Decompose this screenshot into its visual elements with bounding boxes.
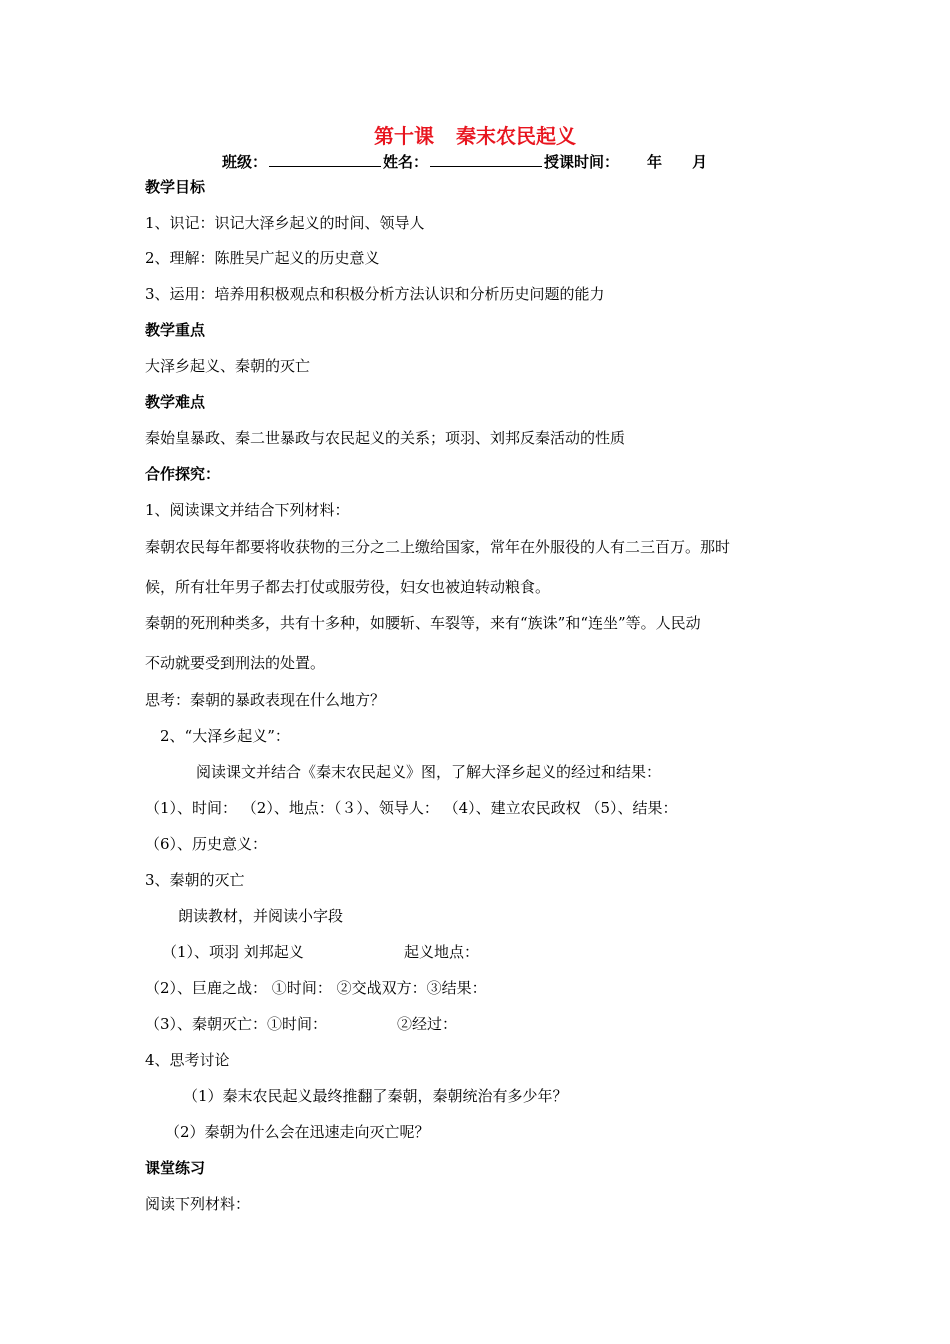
question-item: （2）、巨鹿之战： ①时间： ②交战双方：③结果： <box>145 979 487 997</box>
difficulties-text: 秦始皇暴政、秦二世暴政与农民起义的关系；项羽、刘邦反秦活动的性质 <box>145 429 626 447</box>
material-text: 秦朝农民每年都要将收获物的三分之二上缴给国家，常年在外服役的人有二三百万。那时 <box>145 538 731 556</box>
objectives-heading: 教学目标 <box>145 178 206 196</box>
material-text: 秦朝的死刑种类多，共有十多种，如腰斩、车裂等，来有“族诛”和“连坐”等。人民动 <box>145 614 701 632</box>
objective-item: 3、运用：培养用积极观点和积极分析方法认识和分析历史问题的能力 <box>145 285 605 303</box>
question-items: （1）、时间： （2）、地点：（３）、领导人： （4）、建立农民政权 （5）、结果： <box>145 799 678 817</box>
lesson-number: 第十课 <box>374 124 434 148</box>
class-label: 班级： <box>222 153 268 171</box>
practice-text: 阅读下列材料： <box>145 1195 251 1213</box>
question-title: 2、“大泽乡起义”： <box>160 727 290 745</box>
question-items: （6）、历史意义： <box>145 835 268 853</box>
lesson-title <box>0 122 950 150</box>
material-text: 候，所有壮年男子都去打仗或服劳役，妇女也被迫转动粮食。 <box>145 578 551 596</box>
question-title: 3、秦朝的灭亡 <box>145 871 245 889</box>
question-item: （1）、项羽 刘邦起义 <box>162 943 304 961</box>
lesson-topic: 秦末农民起义 <box>456 124 576 148</box>
month-label: 月 <box>692 153 708 171</box>
objective-item: 2、理解：陈胜吴广起义的历史意义 <box>145 249 380 267</box>
question-item: ②经过： <box>397 1015 458 1033</box>
question-item: （3）、秦朝灭亡：①时间： <box>145 1015 328 1033</box>
name-label: 姓名： <box>383 153 429 171</box>
think-question: 思考：秦朝的暴政表现在什么地方？ <box>145 691 386 709</box>
class-blank <box>269 152 381 167</box>
question-item: （1）秦末农民起义最终推翻了秦朝，秦朝统治有多少年？ <box>183 1087 568 1105</box>
question-title: 1、阅读课文并结合下列材料： <box>145 501 350 519</box>
question-intro: 阅读课文并结合《秦末农民起义》图，了解大泽乡起义的经过和结果： <box>196 763 662 781</box>
student-info-line <box>222 152 707 172</box>
question-intro: 朗读教材，并阅读小字段 <box>178 907 344 925</box>
inquiry-heading: 合作探究： <box>145 465 221 483</box>
material-text: 不动就要受到刑法的处置。 <box>145 654 326 672</box>
key-points-text: 大泽乡起义、秦朝的灭亡 <box>145 357 311 375</box>
time-label: 授课时间： <box>544 153 620 171</box>
question-item: 起义地点： <box>404 943 480 961</box>
question-title: 4、思考讨论 <box>145 1051 230 1069</box>
practice-heading: 课堂练习 <box>145 1159 206 1177</box>
difficulties-heading: 教学难点 <box>145 393 206 411</box>
objective-item: 1、识记：识记大泽乡起义的时间、领导人 <box>145 214 425 232</box>
key-points-heading: 教学重点 <box>145 321 206 339</box>
name-blank <box>430 152 542 167</box>
question-item: （2）秦朝为什么会在迅速走向灭亡呢？ <box>165 1123 430 1141</box>
year-label: 年 <box>647 153 663 171</box>
